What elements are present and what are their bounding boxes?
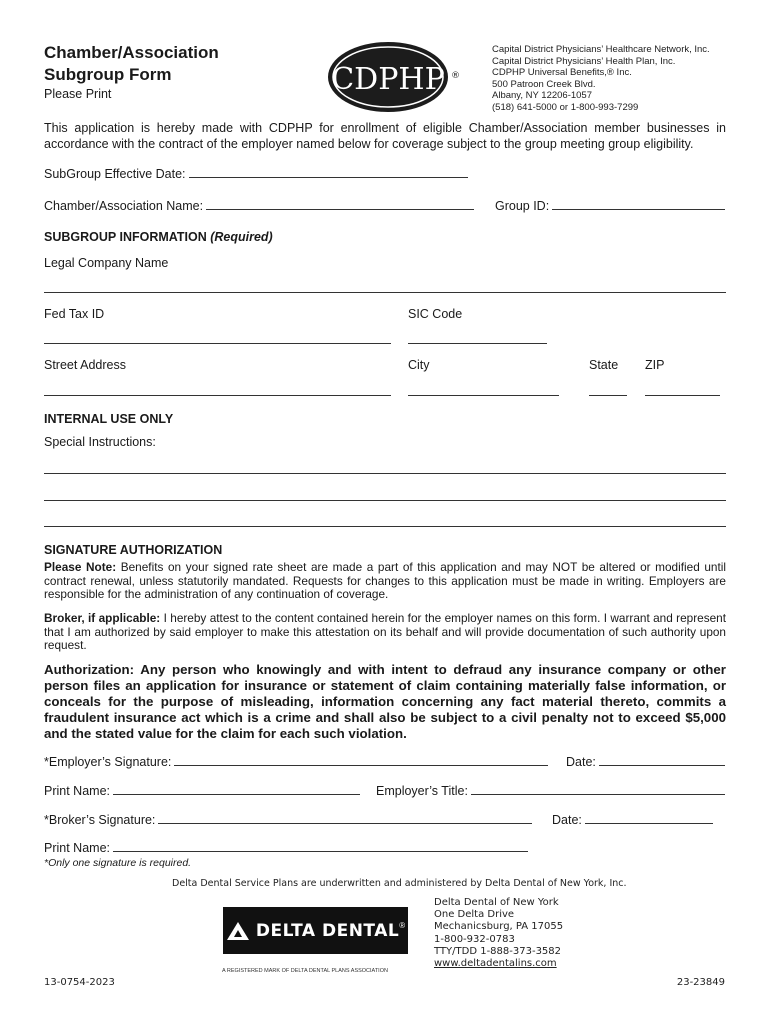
cdphp-logo — [326, 40, 466, 114]
special-instructions-line[interactable] — [44, 500, 726, 501]
sic-code-line[interactable] — [408, 343, 547, 344]
sic-code-label: SIC Code — [408, 307, 463, 321]
effective-date-field[interactable] — [44, 165, 468, 181]
only-one-note: *Only one signature is required. — [44, 857, 192, 869]
state-line[interactable] — [589, 395, 627, 396]
please-note-label: Please Note: — [44, 560, 117, 574]
title-line-2: Subgroup Form — [44, 65, 172, 84]
special-instructions-line[interactable] — [44, 526, 726, 527]
logo-text: CDPHP — [331, 62, 445, 97]
address-line: 500 Patroon Creek Blvd. — [492, 78, 596, 90]
special-instructions-line[interactable] — [44, 473, 726, 474]
cdphp-logo-icon — [326, 40, 466, 114]
form-code: 23-23849 — [676, 977, 725, 988]
group-id-field[interactable] — [495, 197, 725, 213]
required-tag: (Required) — [210, 230, 273, 244]
chamber-name-label: Chamber/Association Name: — [44, 199, 204, 213]
broker-text: I hereby attest to the content contained herein for the employer names on this form. I warrant and represent that I am authorized by said employer to make this attestation on its behalf and will provide documentation of such authority upon request. — [44, 611, 726, 653]
street-line[interactable] — [44, 395, 391, 396]
employer-title-field[interactable] — [376, 782, 725, 798]
broker-print-name-line[interactable] — [113, 839, 528, 852]
employer-print-name-label: Print Name: — [44, 784, 110, 798]
effective-date-label: SubGroup Effective Date: — [44, 167, 186, 181]
chamber-name-line[interactable] — [206, 197, 474, 210]
broker-label: Broker, if applicable: — [44, 611, 161, 625]
street-label: Street Address — [44, 358, 126, 372]
effective-date-line[interactable] — [189, 165, 468, 178]
employer-print-name-field[interactable] — [44, 782, 360, 798]
internal-heading: INTERNAL USE ONLY — [44, 412, 174, 426]
address-line: Capital District Physicians’ Health Plan, Inc. — [492, 55, 676, 67]
delta-address-line: TTY/TDD 1-888-373-3582 — [434, 945, 562, 957]
employer-date-field[interactable] — [566, 753, 725, 769]
employer-date-line[interactable] — [599, 753, 725, 766]
group-id-line[interactable] — [552, 197, 725, 210]
underwritten-note: Delta Dental Service Plans are underwritten and administered by Delta Dental of New York, Inc. — [172, 878, 627, 889]
address-line: (518) 641-5000 or 1-800-993-7299 — [492, 101, 639, 113]
subgroup-heading-text: SUBGROUP INFORMATION — [44, 230, 207, 244]
please-print: Please Print — [44, 87, 112, 101]
title-line-1: Chamber/Association — [44, 43, 219, 62]
broker-signature-line[interactable] — [158, 811, 532, 824]
broker-date-field[interactable] — [552, 811, 713, 827]
legal-name-line[interactable] — [44, 292, 726, 293]
address-line: CDPHP Universal Benefits,® Inc. — [492, 67, 632, 79]
fed-tax-label: Fed Tax ID — [44, 307, 105, 321]
delta-triangle-icon — [226, 921, 250, 941]
delta-dental-logo — [223, 907, 408, 954]
employer-print-name-line[interactable] — [113, 782, 360, 795]
please-note-text: Benefits on your signed rate sheet are made a part of this application and may NOT be altered or modified until contract renewal, unless statutorily mandated. Requests for changes to this application must be made in writing. Employers are responsible for the administration of any continuation of coverage. — [44, 560, 726, 602]
employer-signature-field[interactable] — [44, 753, 548, 769]
fed-tax-line[interactable] — [44, 343, 391, 344]
form-title — [44, 42, 219, 86]
broker-signature-field[interactable] — [44, 811, 532, 827]
address-line: Capital District Physicians’ Healthcare Network, Inc. — [492, 44, 710, 55]
delta-logo-registered: ® — [399, 921, 406, 930]
cdphp-address — [492, 44, 762, 114]
special-instructions-label: Special Instructions: — [44, 435, 156, 449]
delta-logo-text: DELTA DENTAL — [255, 920, 400, 941]
employer-title-line[interactable] — [471, 782, 725, 795]
chamber-name-field[interactable] — [44, 197, 474, 213]
employer-signature-label: *Employer’s Signature: — [44, 755, 172, 769]
subgroup-heading — [44, 230, 273, 244]
address-line: Albany, NY 12206-1057 — [492, 90, 593, 102]
delta-address-line: One Delta Drive — [434, 909, 515, 921]
broker-date-line[interactable] — [585, 811, 713, 824]
zip-label: ZIP — [645, 358, 665, 372]
broker-print-name-label: Print Name: — [44, 841, 110, 855]
form-number: 13-0754-2023 — [44, 977, 115, 988]
signature-heading: SIGNATURE AUTHORIZATION — [44, 543, 223, 557]
delta-address-line: 1-800-932-0783 — [434, 933, 515, 945]
registered-mark-note: A REGISTERED MARK OF DELTA DENTAL PLANS ASSOCIATION — [222, 968, 388, 974]
intro-text: This application is hereby made with CDPHP for enrollment of eligible Chamber/Association member businesses in accordance with the contract of the employer named below for coverage subject to the group meeting group eligibility. — [44, 121, 726, 151]
group-id-label: Group ID: — [495, 199, 550, 213]
employer-date-label: Date: — [566, 755, 596, 769]
logo-registered: ® — [451, 71, 460, 81]
delta-website-link[interactable]: www.deltadentalins.com — [434, 958, 557, 970]
employer-signature-line[interactable] — [174, 753, 548, 766]
please-note-paragraph — [44, 561, 726, 602]
legal-name-label: Legal Company Name — [44, 256, 169, 270]
city-line[interactable] — [408, 395, 559, 396]
zip-line[interactable] — [645, 395, 720, 396]
broker-signature-label: *Broker’s Signature: — [44, 813, 156, 827]
delta-address — [434, 897, 563, 970]
delta-address-line: Delta Dental of New York — [434, 897, 559, 908]
broker-paragraph — [44, 612, 726, 653]
broker-print-name-field[interactable] — [44, 839, 528, 855]
employer-title-label: Employer’s Title: — [376, 784, 468, 798]
city-label: City — [408, 358, 430, 372]
authorization-paragraph: Authorization: Any person who knowingly and with intent to defraud any insurance company or other person files an application for insurance or statement of claim containing materially false information, or conceals for the purpose of misleading, information concerning any fact material thereto, commits a fraudulent insurance act which is a crime and shall also be subject to a civil penalty not to exceed $5,000 and the stated value for the claim for each such violation. — [44, 662, 726, 741]
delta-address-line: Mechanicsburg, PA 17055 — [434, 921, 564, 933]
broker-date-label: Date: — [552, 813, 582, 827]
state-label: State — [589, 358, 619, 372]
